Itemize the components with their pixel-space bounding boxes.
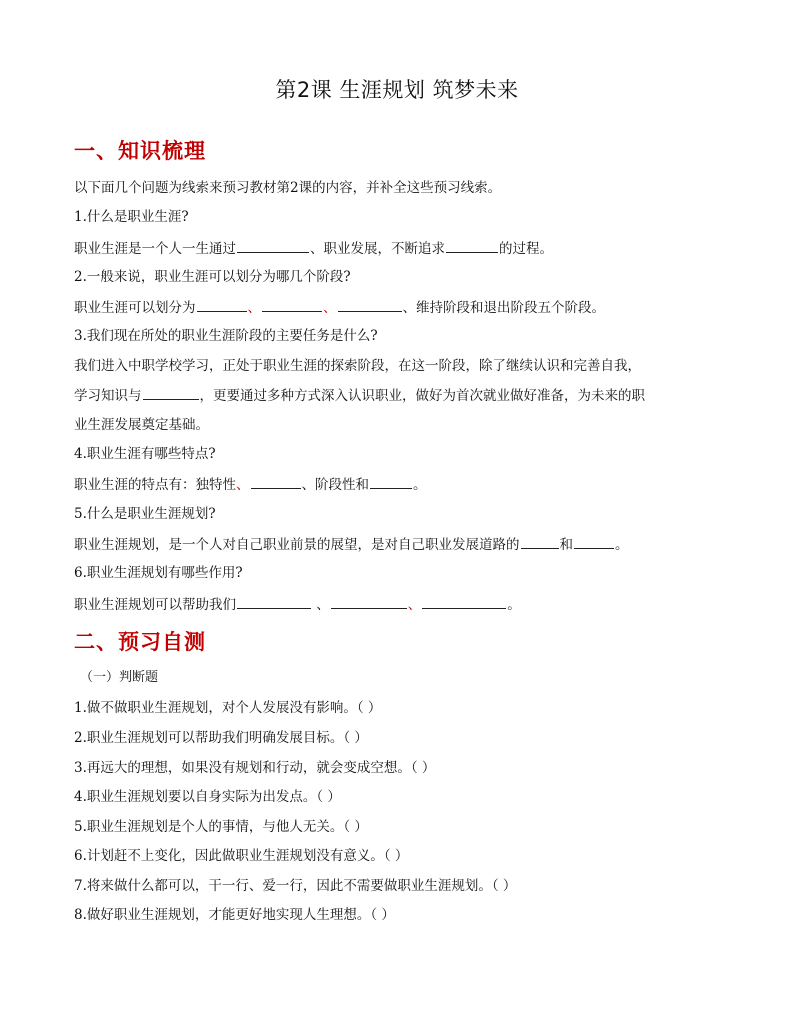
judgement-item: 6.计划赶不上变化，因此做职业生涯规划没有意义。（ ） xyxy=(74,848,409,864)
fill-blank[interactable] xyxy=(237,594,311,609)
fill-blank[interactable] xyxy=(338,297,402,312)
answer-text: 学习知识与 xyxy=(74,388,142,404)
answer-3-line-2 xyxy=(74,385,645,406)
answer-text: 职业生涯可以划分为 xyxy=(74,300,196,316)
answer-text: 和 xyxy=(559,537,573,553)
separator: 、 xyxy=(247,300,261,316)
separator: 、 xyxy=(312,597,330,613)
question-1: 1.什么是职业生涯? xyxy=(74,209,189,225)
question-5: 5.什么是职业生涯规划? xyxy=(74,506,216,522)
answer-text: 职业生涯的特点有：独特性 xyxy=(74,477,236,493)
separator: 、 xyxy=(407,597,422,613)
separator: 、 xyxy=(323,300,337,316)
judgement-item: 4.职业生涯规划要以自身实际为出发点。（ ） xyxy=(74,789,341,805)
judgement-item: 1.做不做职业生涯规划，对个人发展没有影响。（ ） xyxy=(74,700,382,716)
judgement-item: 2.职业生涯规划可以帮助我们明确发展目标。（ ） xyxy=(74,730,368,746)
question-4: 4.职业生涯有哪些特点? xyxy=(74,446,216,462)
fill-blank[interactable] xyxy=(237,238,309,253)
answer-text: ，更要通过多种方式深入认识职业，做好为首次就业做好准备，为未来的职 xyxy=(199,388,645,404)
separator: 、 xyxy=(236,477,250,493)
answer-text: 。 xyxy=(615,537,629,553)
section-heading-self-test: 二、预习自测 xyxy=(74,629,206,654)
section-heading-knowledge: 一、知识梳理 xyxy=(74,138,206,163)
answer-6 xyxy=(74,594,521,615)
question-3: 3.我们现在所处的职业生涯阶段的主要任务是什么? xyxy=(74,328,378,344)
fill-blank[interactable] xyxy=(521,534,559,549)
answer-text: 。 xyxy=(507,597,521,613)
answer-1 xyxy=(74,238,553,259)
intro-text: 以下面几个问题为线索来预习教材第2课的内容，并补全这些预习线索。 xyxy=(74,180,502,196)
fill-blank[interactable] xyxy=(331,594,407,609)
question-2: 2.一般来说，职业生涯可以划分为哪几个阶段? xyxy=(74,269,351,285)
answer-3-line-3: 业生涯发展奠定基础。 xyxy=(74,417,209,433)
page-title: 第2课 生涯规划 筑梦未来 xyxy=(275,78,519,102)
answer-text: 职业生涯规划可以帮助我们 xyxy=(74,597,236,613)
judgement-item: 8.做好职业生涯规划，才能更好地实现人生理想。（ ） xyxy=(74,907,395,923)
fill-blank[interactable] xyxy=(574,534,614,549)
answer-text: 、职业发展，不断追求 xyxy=(310,241,445,257)
answer-text: 、阶段性和 xyxy=(301,477,369,493)
answer-text: 职业生涯是一个人一生通过 xyxy=(74,241,236,257)
answer-text: 的过程。 xyxy=(499,241,553,257)
fill-blank[interactable] xyxy=(446,238,498,253)
answer-text: 、维持阶段和退出阶段五个阶段。 xyxy=(402,300,605,316)
answer-3-line-1: 我们进入中职学校学习，正处于职业生涯的探索阶段，在这一阶段，除了继续认识和完善自我， xyxy=(74,358,641,374)
fill-blank[interactable] xyxy=(422,594,506,609)
answer-2 xyxy=(74,297,605,318)
answer-text: 职业生涯规划，是一个人对自己职业前景的展望，是对自己职业发展道路的 xyxy=(74,537,520,553)
fill-blank[interactable] xyxy=(143,385,199,400)
fill-blank[interactable] xyxy=(197,297,247,312)
fill-blank[interactable] xyxy=(370,474,412,489)
answer-text: 。 xyxy=(413,477,427,493)
fill-blank[interactable] xyxy=(262,297,322,312)
judgement-item: 5.职业生涯规划是个人的事情，与他人无关。（ ） xyxy=(74,819,368,835)
fill-blank[interactable] xyxy=(251,474,301,489)
question-6: 6.职业生涯规划有哪些作用? xyxy=(74,565,243,581)
subheading-true-false: （一）判断题 xyxy=(80,670,159,685)
answer-5 xyxy=(74,534,629,555)
judgement-item: 3.再远大的理想，如果没有规划和行动，就会变成空想。（ ） xyxy=(74,760,436,776)
answer-4 xyxy=(74,474,427,495)
judgement-item: 7.将来做什么都可以，干一行、爱一行，因此不需要做职业生涯规划。（ ） xyxy=(74,878,517,894)
